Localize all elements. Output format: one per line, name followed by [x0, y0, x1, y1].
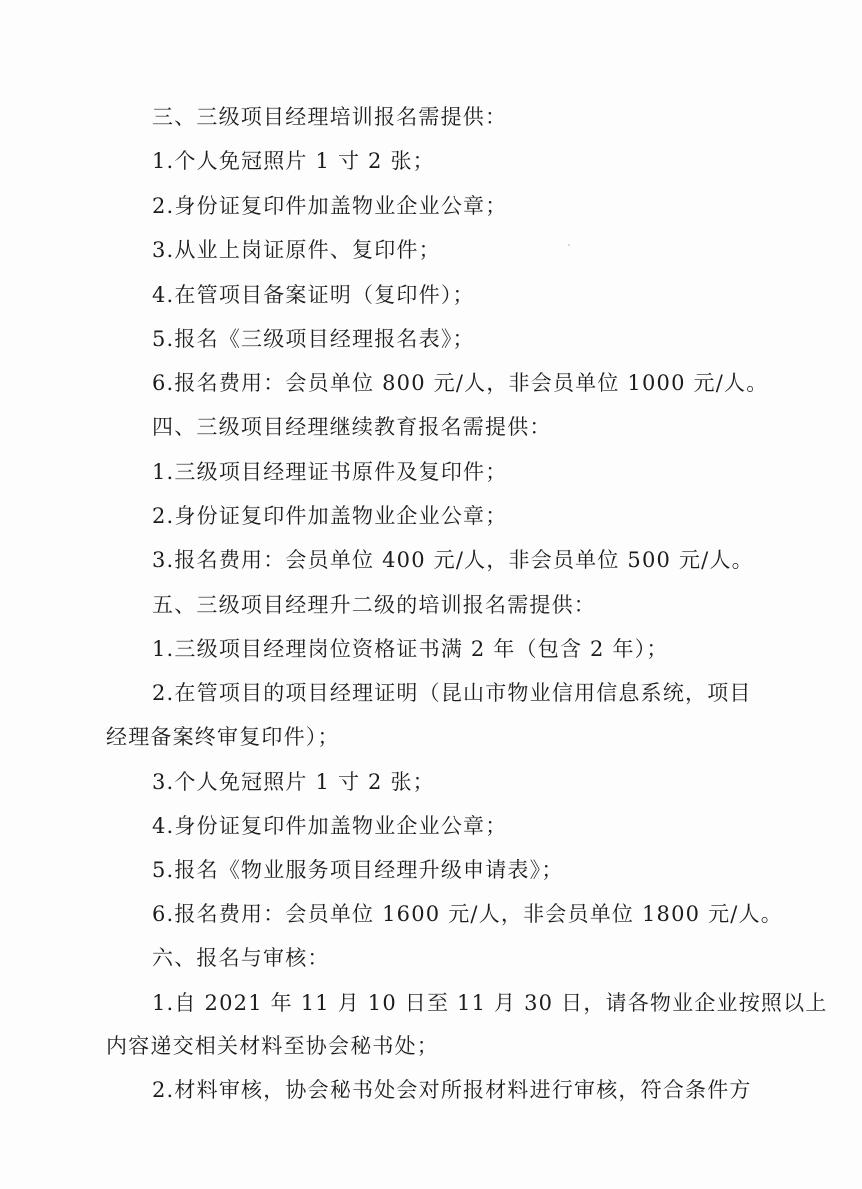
section-4-item-3: 3.报名费用：会员单位 400 元/人，非会员单位 500 元/人。	[152, 548, 754, 572]
section-5-item-2-line-2: 经理备案终审复印件）；	[106, 725, 340, 749]
section-5-item-3: 3.个人免冠照片 1 寸 2 张；	[152, 770, 435, 794]
section-5-item-4: 4.身份证复印件加盖物业企业公章；	[152, 814, 508, 838]
section-5-heading: 五、三级项目经理升二级的培训报名需提供：	[152, 593, 596, 617]
section-6-item-2-line-1: 2.材料审核，协会秘书处会对所报材料进行审核，符合条件方	[152, 1078, 752, 1102]
section-5-item-5: 5.报名《物业服务项目经理升级申请表》；	[152, 858, 564, 882]
section-5-item-1: 1.三级项目经理岗位资格证书满 2 年（包含 2 年）；	[152, 637, 669, 661]
section-3-item-3: 3.从业上岗证原件、复印件；	[152, 238, 441, 262]
section-3-item-6: 6.报名费用：会员单位 800 元/人，非会员单位 1000 元/人。	[152, 371, 769, 395]
section-5-item-2-line-1: 2.在管项目的项目经理证明（昆山市物业信用信息系统，项目	[152, 681, 752, 705]
section-4-item-1: 1.三级项目经理证书原件及复印件；	[152, 460, 508, 484]
section-5-item-6: 6.报名费用：会员单位 1600 元/人，非会员单位 1800 元/人。	[152, 902, 783, 926]
section-3-item-1: 1.个人免冠照片 1 寸 2 张；	[152, 149, 435, 173]
section-3-item-4: 4.在管项目备案证明（复印件）；	[152, 283, 475, 307]
section-4-item-2: 2.身份证复印件加盖物业企业公章；	[152, 504, 508, 528]
section-6-heading: 六、报名与审核：	[152, 946, 330, 970]
section-6-item-1-line-1: 1.自 2021 年 11 月 10 日至 11 月 30 日，请各物业企业按照以上	[152, 991, 828, 1015]
section-6-item-1-line-2: 内容递交相关材料至协会秘书处；	[106, 1034, 439, 1058]
section-3-item-2: 2.身份证复印件加盖物业企业公章；	[152, 194, 508, 218]
scan-speck	[568, 244, 570, 246]
section-4-heading: 四、三级项目经理继续教育报名需提供：	[152, 415, 552, 439]
section-3-item-5: 5.报名《三级项目经理报名表》；	[152, 327, 475, 351]
section-3-heading: 三、三级项目经理培训报名需提供：	[152, 105, 508, 129]
